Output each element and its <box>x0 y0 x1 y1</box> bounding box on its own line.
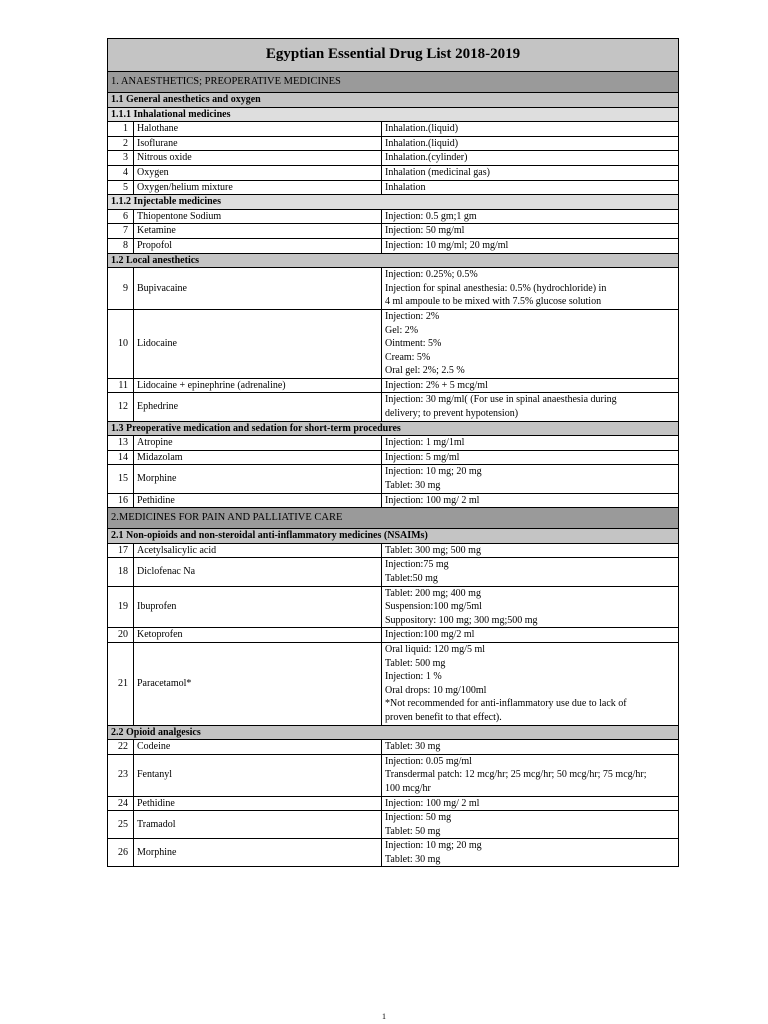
drug-number: 16 <box>108 493 134 508</box>
dosage-forms <box>382 796 679 811</box>
drug-name: Oxygen/helium mixture <box>134 180 382 195</box>
drug-row <box>108 558 679 586</box>
drug-name: Codeine <box>134 740 382 755</box>
dosage-forms <box>382 393 679 421</box>
drug-row <box>108 450 679 465</box>
drug-number: 11 <box>108 378 134 393</box>
dosage-form-line: Injection: 100 mg/ 2 ml <box>385 797 480 809</box>
drug-number: 20 <box>108 628 134 643</box>
dosage-form-line: Inhalation (medicinal gas) <box>385 166 490 178</box>
drug-number: 6 <box>108 209 134 224</box>
drug-name: Propofol <box>134 238 382 253</box>
dosage-form-line: proven benefit to that effect). <box>385 711 502 723</box>
dosage-forms <box>382 754 679 796</box>
drug-table <box>107 38 679 867</box>
drug-number: 22 <box>108 740 134 755</box>
dosage-form-line: Tablet: 30 mg <box>385 741 441 753</box>
drug-row <box>108 151 679 166</box>
drug-number: 18 <box>108 558 134 586</box>
drug-number: 19 <box>108 586 134 628</box>
drug-name: Morphine <box>134 839 382 867</box>
dosage-forms <box>382 543 679 558</box>
dosage-forms <box>382 151 679 166</box>
dosage-form-line: Injection: 0.05 mg/ml <box>385 755 472 767</box>
dosage-form-line: Injection:75 mg <box>385 559 449 571</box>
dosage-forms <box>382 238 679 253</box>
page-number: 1 <box>382 1012 386 1021</box>
drug-list-sheet <box>107 38 678 867</box>
subsection-header-row <box>108 195 679 210</box>
drug-name: Atropine <box>134 436 382 451</box>
drug-name: Lidocaine <box>134 309 382 378</box>
drug-number: 1 <box>108 122 134 137</box>
dosage-forms <box>382 436 679 451</box>
dosage-forms <box>382 180 679 195</box>
dosage-form-line: Inhalation <box>385 181 426 193</box>
dosage-form-line: Gel: 2% <box>385 324 419 336</box>
drug-row <box>108 465 679 493</box>
dosage-form-line: Injection: 1 % <box>385 671 442 683</box>
drug-number: 9 <box>108 268 134 310</box>
dosage-forms <box>382 136 679 151</box>
drug-name: Bupivacaine <box>134 268 382 310</box>
drug-row <box>108 436 679 451</box>
drug-number: 13 <box>108 436 134 451</box>
dosage-form-line: Ointment: 5% <box>385 338 442 350</box>
drug-row <box>108 268 679 310</box>
dosage-form-line: Injection: 2% + 5 mcg/ml <box>385 379 488 391</box>
drug-number: 10 <box>108 309 134 378</box>
subsection-heading: 1.3 Preoperative medication and sedation for short-term procedures <box>108 421 679 436</box>
dosage-form-line: Injection: 30 mg/ml( (For use in spinal anaesthesia during <box>385 394 617 406</box>
subsection-header-row <box>108 529 679 544</box>
dosage-form-line: Injection: 100 mg/ 2 ml <box>385 494 480 506</box>
drug-number: 5 <box>108 180 134 195</box>
drug-name: Pethidine <box>134 796 382 811</box>
drug-name: Lidocaine + epinephrine (adrenaline) <box>134 378 382 393</box>
subsection-heading: 1.1 General anesthetics and oxygen <box>108 93 679 108</box>
drug-number: 14 <box>108 450 134 465</box>
dosage-form-line: Tablet:50 mg <box>385 573 438 584</box>
subsection-header-row <box>108 421 679 436</box>
drug-row <box>108 393 679 421</box>
drug-name: Ibuprofen <box>134 586 382 628</box>
dosage-form-line: Inhalation.(liquid) <box>385 137 459 149</box>
drug-name: Oxygen <box>134 165 382 180</box>
drug-row <box>108 839 679 867</box>
section-header-row <box>108 72 679 93</box>
dosage-form-line: Tablet: 500 mg <box>385 657 446 669</box>
dosage-forms <box>382 558 679 586</box>
drug-row <box>108 224 679 239</box>
dosage-forms <box>382 209 679 224</box>
drug-row <box>108 136 679 151</box>
drug-number: 7 <box>108 224 134 239</box>
dosage-form-line: Oral liquid: 120 mg/5 ml <box>385 643 485 655</box>
subsection-heading: 1.2 Local anesthetics <box>108 253 679 268</box>
drug-name: Paracetamol* <box>134 642 382 725</box>
dosage-forms <box>382 309 679 378</box>
dosage-forms <box>382 465 679 493</box>
dosage-form-line: Injection:100 mg/2 ml <box>385 629 475 641</box>
drug-number: 2 <box>108 136 134 151</box>
drug-number: 21 <box>108 642 134 725</box>
drug-row <box>108 378 679 393</box>
drug-name: Pethidine <box>134 493 382 508</box>
drug-row <box>108 628 679 643</box>
subsection-heading: 1.1.1 Inhalational medicines <box>108 107 679 122</box>
dosage-forms <box>382 450 679 465</box>
dosage-form-line: Injection: 10 mg/ml; 20 mg/ml <box>385 239 509 251</box>
drug-name: Acetylsalicylic acid <box>134 543 382 558</box>
dosage-form-line: Inhalation.(liquid) <box>385 123 459 135</box>
dosage-form-line: Cream: 5% <box>385 351 431 363</box>
dosage-form-line: Injection: 0.5 gm;1 gm <box>385 210 477 222</box>
drug-number: 26 <box>108 839 134 867</box>
dosage-forms <box>382 224 679 239</box>
dosage-forms <box>382 268 679 310</box>
dosage-form-line: Suppository: 100 mg; 300 mg;500 mg <box>385 614 538 626</box>
dosage-form-line: Tablet: 50 mg <box>385 825 441 837</box>
dosage-form-line: 100 mcg/hr <box>385 782 431 794</box>
dosage-form-line: *Not recommended for anti-inflammatory use due to lack of <box>385 698 627 710</box>
dosage-form-line: 4 ml ampoule to be mixed with 7.5% glucose solution <box>385 296 602 308</box>
dosage-forms <box>382 165 679 180</box>
drug-name: Halothane <box>134 122 382 137</box>
dosage-form-line: Injection: 1 mg/1ml <box>385 437 465 449</box>
dosage-form-line: Injection: 10 mg; 20 mg <box>385 466 482 478</box>
drug-name: Ephedrine <box>134 393 382 421</box>
section-heading: 1. ANAESTHETICS; PREOPERATIVE MEDICINES <box>108 72 679 93</box>
dosage-form-line: Transdermal patch: 12 mcg/hr; 25 mcg/hr; 50 mcg/hr; 75 mcg/hr; <box>385 769 647 781</box>
dosage-forms <box>382 811 679 839</box>
dosage-form-line: Oral drops: 10 mg/100ml <box>385 684 487 696</box>
document-title: Egyptian Essential Drug List 2018-2019 <box>108 39 679 72</box>
drug-row <box>108 180 679 195</box>
drug-row <box>108 811 679 839</box>
dosage-form-line: delivery; to prevent hypotension) <box>385 408 519 420</box>
drug-row <box>108 122 679 137</box>
subsection-header-row <box>108 253 679 268</box>
drug-number: 3 <box>108 151 134 166</box>
dosage-forms <box>382 493 679 508</box>
dosage-forms <box>382 378 679 393</box>
drug-number: 8 <box>108 238 134 253</box>
drug-name: Thiopentone Sodium <box>134 209 382 224</box>
subsection-header-row <box>108 107 679 122</box>
drug-name: Ketoprofen <box>134 628 382 643</box>
dosage-forms <box>382 642 679 725</box>
drug-row <box>108 796 679 811</box>
drug-row <box>108 209 679 224</box>
drug-name: Ketamine <box>134 224 382 239</box>
dosage-forms <box>382 839 679 867</box>
dosage-form-line: Injection: 0.25%; 0.5% <box>385 269 478 281</box>
dosage-form-line: Injection for spinal anesthesia: 0.5% (hydrochloride) in <box>385 282 607 294</box>
dosage-form-line: Injection: 5 mg/ml <box>385 451 460 463</box>
drug-number: 17 <box>108 543 134 558</box>
dosage-form-line: Inhalation.(cylinder) <box>385 152 468 164</box>
dosage-form-line: Tablet: 30 mg <box>385 853 441 865</box>
drug-number: 24 <box>108 796 134 811</box>
drug-name: Tramadol <box>134 811 382 839</box>
dosage-form-line: Injection: 10 mg; 20 mg <box>385 840 482 852</box>
drug-row <box>108 586 679 628</box>
drug-row <box>108 493 679 508</box>
drug-name: Midazolam <box>134 450 382 465</box>
drug-row <box>108 642 679 725</box>
subsection-header-row <box>108 725 679 740</box>
subsection-header-row <box>108 93 679 108</box>
dosage-forms <box>382 122 679 137</box>
subsection-heading: 2.2 Opioid analgesics <box>108 725 679 740</box>
drug-number: 25 <box>108 811 134 839</box>
subsection-heading: 1.1.2 Injectable medicines <box>108 195 679 210</box>
dosage-form-line: Oral gel: 2%; 2.5 % <box>385 365 465 377</box>
drug-row <box>108 165 679 180</box>
dosage-form-line: Injection: 2% <box>385 310 440 322</box>
drug-row <box>108 543 679 558</box>
dosage-forms <box>382 740 679 755</box>
dosage-form-line: Suspension:100 mg/5ml <box>385 601 482 613</box>
title-row <box>108 39 679 72</box>
section-heading: 2.MEDICINES FOR PAIN AND PALLIATIVE CARE <box>108 508 679 529</box>
drug-name: Fentanyl <box>134 754 382 796</box>
drug-name: Morphine <box>134 465 382 493</box>
drug-number: 23 <box>108 754 134 796</box>
dosage-form-line: Injection: 50 mg <box>385 812 452 824</box>
drug-row <box>108 309 679 378</box>
drug-number: 4 <box>108 165 134 180</box>
dosage-form-line: Injection: 50 mg/ml <box>385 225 465 237</box>
drug-row <box>108 238 679 253</box>
drug-number: 12 <box>108 393 134 421</box>
drug-name: Diclofenac Na <box>134 558 382 586</box>
dosage-forms <box>382 628 679 643</box>
dosage-form-line: Tablet: 300 mg; 500 mg <box>385 544 481 556</box>
drug-row <box>108 754 679 796</box>
drug-name: Isoflurane <box>134 136 382 151</box>
dosage-form-line: Tablet: 30 mg <box>385 480 441 492</box>
subsection-heading: 2.1 Non-opioids and non-steroidal anti-inflammatory medicines (NSAIMs) <box>108 529 679 544</box>
drug-row <box>108 740 679 755</box>
drug-name: Nitrous oxide <box>134 151 382 166</box>
drug-number: 15 <box>108 465 134 493</box>
dosage-form-line: Tablet: 200 mg; 400 mg <box>385 587 481 599</box>
dosage-forms <box>382 586 679 628</box>
section-header-row <box>108 508 679 529</box>
